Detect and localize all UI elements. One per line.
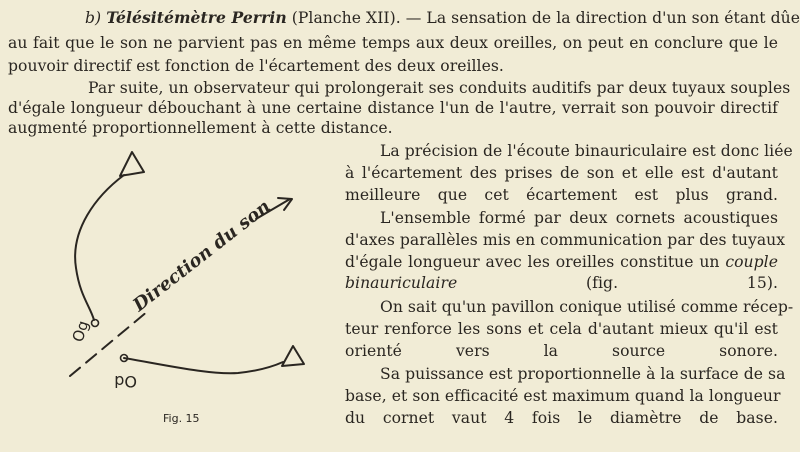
left-ear-marker <box>92 320 99 327</box>
paragraph2-line2: d'égale longueur débouchant à une certaine distance l'un de l'autre, verrait son pouvoir directif <box>8 99 778 117</box>
figure-caption: Fig. 15 <box>163 412 200 425</box>
paragraph6-line1: Sa puissance est proportionnelle à la surface de sa <box>380 365 786 383</box>
right-tube <box>124 358 283 373</box>
paragraph3-line3: meilleure que cet écartement est plus grand. <box>345 186 778 204</box>
section-reference: (Planche XII). — La sensation de la direction d'un son étant dûe <box>286 9 800 27</box>
couple-term: couple <box>725 253 778 271</box>
paragraph4-line4 <box>345 273 778 293</box>
paragraph4-line3 <box>345 252 778 272</box>
paragraph5-line1: On sait qu'un pavillon conique utilisé comme récep- <box>380 298 794 316</box>
paragraph3-line1: La précision de l'écoute binauriculaire est donc liée <box>380 142 793 160</box>
paragraph4-line1: L'ensemble formé par deux cornets acoustiques <box>380 209 778 227</box>
paragraph5-line2: teur renforce les sons et cela d'autant mieux qu'il est <box>345 320 778 338</box>
paragraph4-line4-text: (fig. 15). <box>457 274 778 292</box>
paragraph4-line2: d'axes parallèles mis en communication par des tuyaux <box>345 231 786 249</box>
paragraph4-line3-text: d'égale longueur avec les oreilles constitue un <box>345 253 720 271</box>
paragraph1-line2: au fait que le son ne parvient pas en même temps aux deux oreilles, on peut en conclure que le <box>8 34 778 52</box>
paragraph3-line2: à l'écartement des prises de son et elle est d'autant <box>345 164 778 182</box>
paragraph2-line1: Par suite, un observateur qui prolongerait ses conduits auditifs par deux tuyaux souples <box>88 79 791 97</box>
left-cornet-icon <box>120 152 144 176</box>
paragraph6-line3: du cornet vaut 4 fois le diamètre de base. <box>345 409 778 427</box>
section-title: Télésitémètre Perrin <box>106 8 287 27</box>
right-ear-label: Od <box>114 372 137 391</box>
paragraph5-line3: orienté vers la source sonore. <box>345 342 778 360</box>
left-tube <box>75 175 124 320</box>
paragraph2-line3: augmenté proportionnellement à cette distance. <box>8 119 393 137</box>
section-label: b) <box>85 9 102 27</box>
paragraph6-line2: base, et son efficacité est maximum quand la longueur <box>345 387 781 405</box>
binauriculaire-term: binauriculaire <box>345 274 458 292</box>
paragraph1-line1 <box>8 8 800 28</box>
paragraph1-line3: pouvoir directif est fonction de l'écartement des deux oreilles. <box>8 57 504 75</box>
left-ear-label: Og <box>68 318 93 345</box>
figure-15-diagram <box>0 130 340 452</box>
direction-label: Direction du son <box>129 195 275 316</box>
right-cornet-icon <box>282 346 304 366</box>
